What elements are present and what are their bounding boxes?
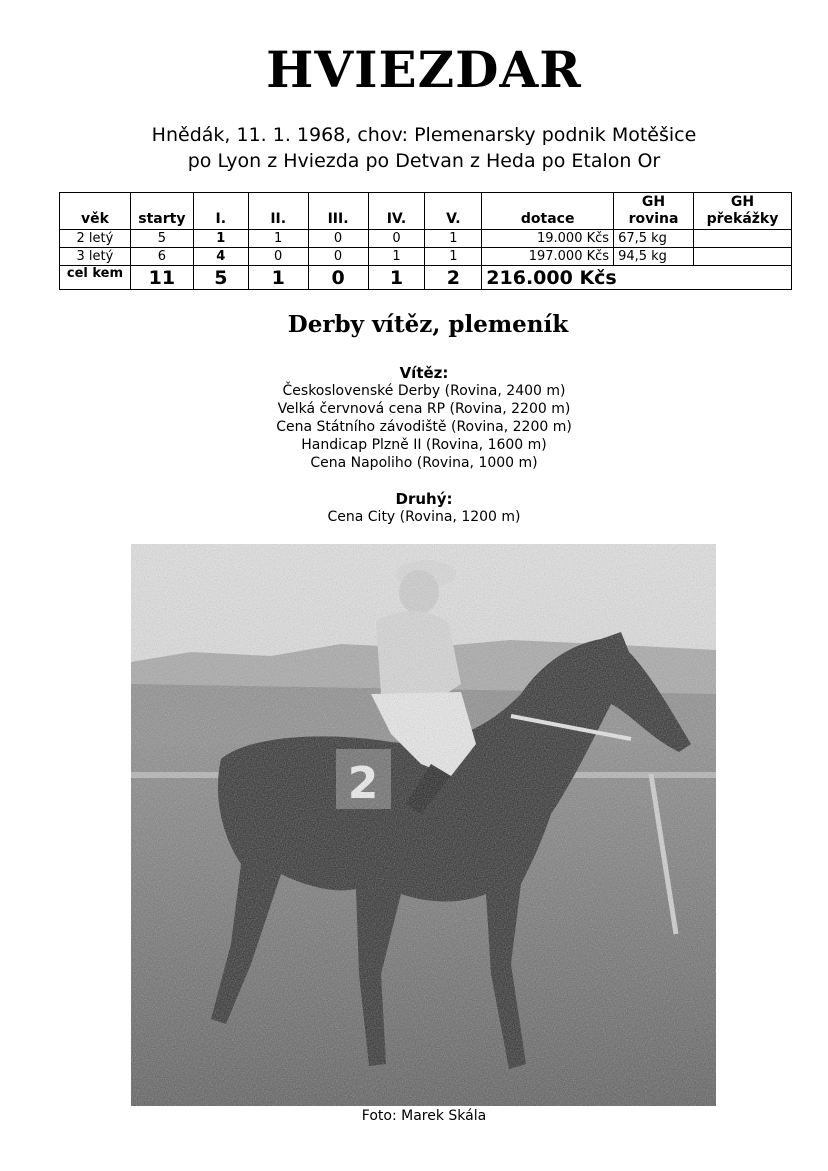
col-header-4th: IV. — [368, 193, 425, 230]
list-item: Cena City (Rovina, 1200 m) — [327, 509, 521, 525]
col-header-5th: V. — [425, 193, 482, 230]
cell-4th: 1 — [368, 248, 425, 266]
col-header-2nd: II. — [248, 193, 308, 230]
total-5th: 2 — [425, 266, 482, 290]
list-item: Velká červnová cena RP (Rovina, 2200 m) — [277, 401, 571, 417]
section-subtitle: Derby vítěz, plemeník — [287, 311, 569, 338]
col-header-gh-prekazky — [693, 193, 791, 230]
cell-2nd: 0 — [248, 248, 308, 266]
table-total-row — [60, 266, 792, 290]
table-row — [60, 248, 792, 266]
list-item: Handicap Plzně II (Rovina, 1600 m) — [301, 437, 547, 453]
col-header-gh-rovina — [614, 193, 694, 230]
cell-1st: 1 — [193, 230, 248, 248]
list-item: Cena Státního závodiště (Rovina, 2200 m) — [276, 419, 572, 435]
cell-starty: 5 — [130, 230, 193, 248]
horse-photo — [131, 544, 716, 1106]
list-item: Cena Napoliho (Rovina, 1000 m) — [310, 455, 538, 471]
col-header-vek: věk — [60, 193, 131, 230]
photo-credit: Foto: Marek Skála — [361, 1108, 487, 1124]
page-title: HVIEZDAR — [266, 40, 582, 99]
cell-vek: 3 letý — [60, 248, 131, 266]
total-starty: 11 — [130, 266, 193, 290]
cell-vek: 2 letý — [60, 230, 131, 248]
gh-prekazky-line1: GH — [730, 194, 755, 210]
horse-info-line: Hnědák, 11. 1. 1968, chov: Plemenarsky podnik Motěšice — [151, 124, 697, 146]
cell-1st: 4 — [193, 248, 248, 266]
col-header-1st: I. — [193, 193, 248, 230]
pedigree-line: po Lyon z Hviezda po Detvan z Heda po Etalon Or — [187, 150, 661, 172]
cell-starty: 6 — [130, 248, 193, 266]
total-4th: 1 — [368, 266, 425, 290]
second-heading: Druhý: — [395, 490, 453, 508]
table-row — [60, 230, 792, 248]
race-stats-table — [59, 192, 792, 290]
gh-rovina-line1: GH — [641, 194, 666, 210]
cell-gh-prekazky — [693, 230, 791, 248]
total-2nd: 1 — [248, 266, 308, 290]
col-header-3rd: III. — [308, 193, 368, 230]
cell-gh-rovina: 67,5 kg — [614, 230, 694, 248]
wins-heading: Vítěz: — [399, 364, 449, 382]
second-places-section — [0, 490, 828, 526]
cell-3rd: 0 — [308, 248, 368, 266]
wins-section — [0, 364, 828, 472]
list-item: Československé Derby (Rovina, 2400 m) — [282, 383, 566, 399]
cell-3rd: 0 — [308, 230, 368, 248]
cell-4th: 0 — [368, 230, 425, 248]
total-dotace: 216.000 Kčs — [482, 266, 792, 290]
cell-dotace: 197.000 Kčs — [482, 248, 614, 266]
cell-dotace: 19.000 Kčs — [482, 230, 614, 248]
cell-gh-prekazky — [693, 248, 791, 266]
total-3rd: 0 — [308, 266, 368, 290]
total-1st: 5 — [193, 266, 248, 290]
gh-rovina-line2: rovina — [628, 211, 679, 227]
col-header-dotace: dotace — [482, 193, 614, 230]
col-header-starty: starty — [130, 193, 193, 230]
table-header-row — [60, 193, 792, 230]
cell-5th: 1 — [425, 230, 482, 248]
cell-gh-rovina: 94,5 kg — [614, 248, 694, 266]
gh-prekazky-line2: překážky — [706, 211, 779, 227]
total-label: cel kem — [60, 266, 131, 290]
cell-5th: 1 — [425, 248, 482, 266]
cell-2nd: 1 — [248, 230, 308, 248]
